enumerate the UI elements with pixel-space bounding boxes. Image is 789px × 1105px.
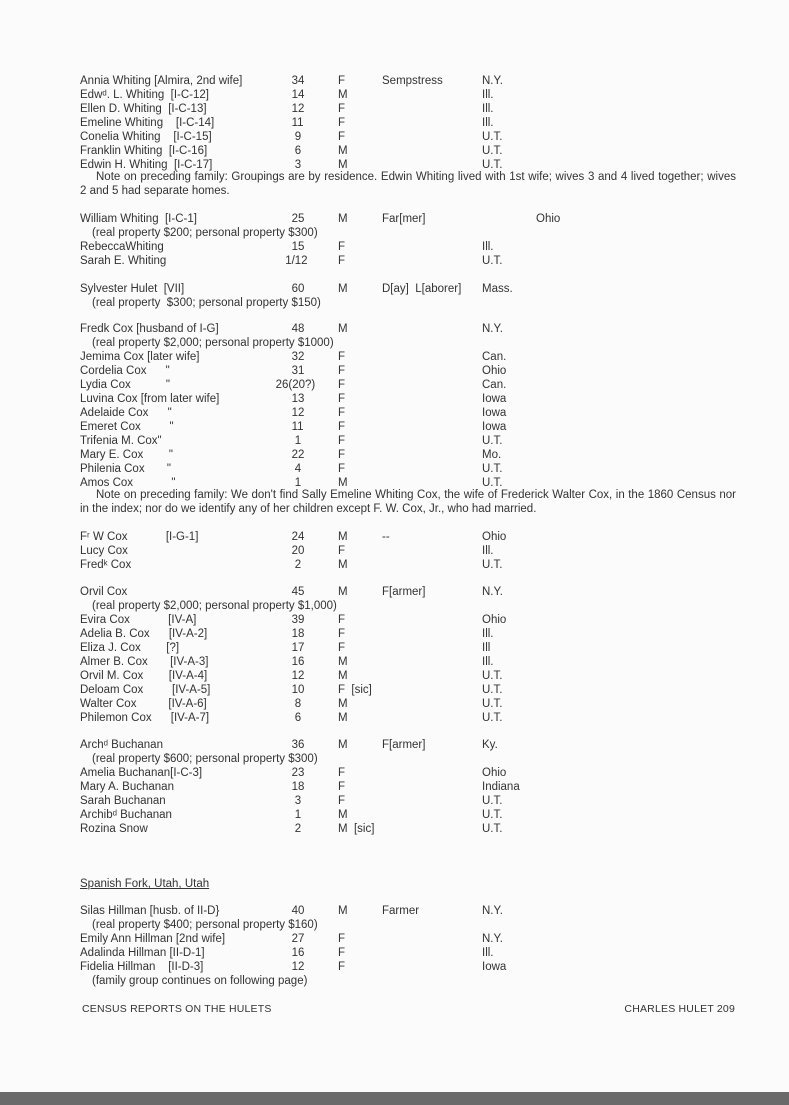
- col-name: Walter Cox [IV-A-6]: [80, 698, 207, 710]
- col-sex: M: [338, 531, 348, 543]
- col-sex: M: [338, 656, 348, 668]
- col-sex: M: [338, 323, 348, 335]
- col-birthplace: Iowa: [482, 961, 507, 973]
- col-name: Luvina Cox [from later wife]: [80, 393, 220, 405]
- col-name: Fidelia Hillman [II-D-3]: [80, 961, 204, 973]
- col-birthplace: N.Y.: [482, 586, 503, 598]
- col-age: 12: [291, 103, 305, 115]
- footer-left: CENSUS REPORTS ON THE HULETS: [82, 1003, 272, 1015]
- col-sex: M: [338, 559, 348, 571]
- col-occupation: F[armer]: [382, 586, 426, 598]
- col-birthplace: Ill.: [482, 628, 494, 640]
- col-sex: M: [338, 586, 348, 598]
- col-age: 2: [294, 823, 302, 835]
- col-age: 6: [294, 145, 302, 157]
- col-sex: F: [338, 961, 346, 973]
- col-name: Mary E. Cox ": [80, 449, 173, 461]
- col-occupation: Sempstress: [382, 75, 443, 87]
- col-birthplace: Ky.: [482, 739, 498, 751]
- col-age: 36: [291, 739, 305, 751]
- col-sex: F: [338, 365, 346, 377]
- col-name: Emeret Cox ": [80, 421, 174, 433]
- property-note: (real property $200; personal property $300): [92, 227, 318, 239]
- col-name: RebeccaWhiting: [80, 241, 164, 253]
- col-birthplace: Can.: [482, 379, 507, 391]
- col-birthplace: Iowa: [482, 393, 507, 405]
- col-birthplace: U.T.: [482, 463, 503, 475]
- col-name: Sarah Buchanan: [80, 795, 166, 807]
- col-name: Cordelia Cox ": [80, 365, 170, 377]
- place-heading: Spanish Fork, Utah, Utah: [80, 878, 210, 890]
- col-age: 12: [291, 407, 305, 419]
- col-birthplace: U.T.: [482, 255, 503, 267]
- col-age: 2: [294, 559, 302, 571]
- col-birthplace: N.Y.: [482, 323, 503, 335]
- col-age: 6: [294, 712, 302, 724]
- col-name: Emeline Whiting [I-C-14]: [80, 117, 215, 129]
- col-age: 24: [291, 531, 305, 543]
- col-age: 32: [291, 351, 305, 363]
- col-birthplace: U.T.: [482, 670, 503, 682]
- col-birthplace-extra: Ohio: [536, 213, 561, 225]
- note-whiting-family: Note on preceding family: Groupings are by residence. Edwin Whiting lived with 1st wife; wives 3 and 4 lived together; wives 2 and 5 had separate homes.: [80, 171, 736, 197]
- col-birthplace: Ohio: [482, 614, 507, 626]
- col-birthplace: Iowa: [482, 421, 507, 433]
- col-age: 12: [291, 670, 305, 682]
- col-age: 34: [291, 75, 305, 87]
- col-age: 45: [291, 586, 305, 598]
- col-age: 25: [291, 213, 305, 225]
- col-age: 14: [291, 89, 305, 101]
- scan-edge: [0, 1092, 789, 1105]
- col-occupation: Far[mer]: [382, 213, 426, 225]
- col-age: 16: [291, 656, 305, 668]
- col-name: Amelia Buchanan[I-C-3]: [80, 767, 203, 779]
- col-birthplace: Ill.: [482, 947, 494, 959]
- col-name: Amos Cox ": [80, 477, 176, 489]
- property-note: (real property $2,000; personal property $1,000): [92, 600, 337, 612]
- col-name: Fʳ W Cox [I-G-1]: [80, 531, 199, 543]
- col-occupation: D[ay] L[aborer]: [382, 283, 462, 295]
- col-name: Evira Cox [IV-A]: [80, 614, 197, 626]
- col-birthplace: N.Y.: [482, 75, 503, 87]
- col-name: Philemon Cox [IV-A-7]: [80, 712, 210, 724]
- col-name: Silas Hillman [husb. of II-D}: [80, 905, 220, 917]
- note-cox-family: Note on preceding family: We don't find Sally Emeline Whiting Cox, the wife of Frederick Walter Cox, in the 1860 Census nor in the index; nor do we identify any of her children except F. W. Cox, Jr., who had married.: [80, 489, 736, 515]
- col-sex: F: [338, 628, 346, 640]
- col-birthplace: Ill.: [482, 545, 494, 557]
- col-name: Lucy Cox: [80, 545, 128, 557]
- col-sex: F: [338, 449, 346, 461]
- col-name: Archᵈ Buchanan: [80, 739, 163, 751]
- col-birthplace: Ill.: [482, 89, 494, 101]
- col-age: 60: [291, 283, 305, 295]
- property-note: (real property $400; personal property $160): [92, 919, 318, 931]
- col-occupation: --: [382, 531, 390, 543]
- col-age: 10: [291, 684, 305, 696]
- col-sex: M: [338, 809, 348, 821]
- col-sex: M [sic]: [338, 823, 375, 835]
- col-name: Conelia Whiting [I-C-15]: [80, 131, 212, 143]
- col-age: 1: [294, 809, 302, 821]
- col-birthplace: U.T.: [482, 698, 503, 710]
- col-age: 1/12: [285, 255, 308, 267]
- col-birthplace: Ill.: [482, 117, 494, 129]
- col-sex: M: [338, 283, 348, 295]
- col-sex: M: [338, 145, 348, 157]
- col-sex: M: [338, 159, 348, 171]
- col-birthplace: U.T.: [482, 435, 503, 447]
- col-sex: M: [338, 89, 348, 101]
- col-birthplace: Iowa: [482, 407, 507, 419]
- col-birthplace: U.T.: [482, 712, 503, 724]
- col-birthplace: U.T.: [482, 159, 503, 171]
- col-occupation: F[armer]: [382, 739, 426, 751]
- col-name: Orvil Cox: [80, 586, 128, 598]
- col-birthplace: Ill.: [482, 656, 494, 668]
- col-birthplace: U.T.: [482, 145, 503, 157]
- col-sex: F: [338, 947, 346, 959]
- col-sex: F: [338, 241, 346, 253]
- col-age: 23: [291, 767, 305, 779]
- col-name: Sarah E. Whiting: [80, 255, 167, 267]
- col-birthplace: Ill.: [482, 241, 494, 253]
- col-sex: F: [338, 767, 346, 779]
- col-age: 40: [291, 905, 305, 917]
- col-age: 1: [294, 435, 302, 447]
- col-occupation: Farmer: [382, 905, 420, 917]
- col-age: 11: [291, 421, 304, 433]
- col-name: Adelaide Cox ": [80, 407, 172, 419]
- col-sex: F [sic]: [338, 684, 372, 696]
- col-sex: F: [338, 379, 346, 391]
- col-name: Annia Whiting [Almira, 2nd wife]: [80, 75, 243, 87]
- col-age: 20: [291, 545, 305, 557]
- col-age: 13: [291, 393, 305, 405]
- col-age: 4: [294, 463, 302, 475]
- col-sex: F: [338, 781, 346, 793]
- col-birthplace: U.T.: [482, 809, 503, 821]
- col-sex: F: [338, 351, 346, 363]
- col-age: 17: [291, 642, 305, 654]
- col-age: 18: [291, 781, 305, 793]
- property-note: (family group continues on following page): [92, 975, 308, 987]
- col-name: Deloam Cox [IV-A-5]: [80, 684, 211, 696]
- col-birthplace: Ohio: [482, 767, 507, 779]
- col-age: 31: [291, 365, 305, 377]
- col-age: 11: [291, 117, 304, 129]
- col-sex: F: [338, 614, 346, 626]
- col-name: Franklin Whiting [I-C-16]: [80, 145, 208, 157]
- col-name: Adalinda Hillman [II-D-1]: [80, 947, 205, 959]
- col-birthplace: U.T.: [482, 131, 503, 143]
- col-age: 9: [294, 131, 302, 143]
- col-sex: M: [338, 905, 348, 917]
- col-name: Jemima Cox [later wife]: [80, 351, 200, 363]
- col-birthplace: Indiana: [482, 781, 520, 793]
- col-name: Orvil M. Cox [IV-A-4]: [80, 670, 208, 682]
- col-birthplace: Mass.: [482, 283, 513, 295]
- col-birthplace: N.Y.: [482, 905, 503, 917]
- col-name: Sylvester Hulet [VII]: [80, 283, 185, 295]
- property-note: (real property $600; personal property $300): [92, 753, 318, 765]
- col-birthplace: Ill: [482, 642, 491, 654]
- col-age: 12: [291, 961, 305, 973]
- col-name: Adelia B. Cox [IV-A-2]: [80, 628, 208, 640]
- col-sex: M: [338, 213, 348, 225]
- col-age: 26(20?): [275, 379, 316, 391]
- col-sex: F: [338, 463, 346, 475]
- col-birthplace: U.T.: [482, 795, 503, 807]
- col-name: Trifenia M. Cox": [80, 435, 162, 447]
- col-sex: F: [338, 131, 346, 143]
- col-age: 27: [291, 933, 305, 945]
- col-sex: F: [338, 117, 346, 129]
- col-sex: F: [338, 933, 346, 945]
- col-name: Ellen D. Whiting [I-C-13]: [80, 103, 207, 115]
- col-age: 3: [294, 159, 302, 171]
- col-sex: F: [338, 75, 346, 87]
- col-birthplace: Mo.: [482, 449, 502, 461]
- col-birthplace: Ohio: [482, 531, 507, 543]
- col-name: Philenia Cox ": [80, 463, 172, 475]
- col-name: Archibᵈ Buchanan: [80, 809, 172, 821]
- col-age: 1: [294, 477, 302, 489]
- col-birthplace: U.T.: [482, 559, 503, 571]
- col-age: 15: [291, 241, 305, 253]
- footer-right: CHARLES HULET 209: [624, 1003, 735, 1015]
- property-note: (real property $300; personal property $150): [92, 297, 321, 309]
- col-birthplace: U.T.: [482, 684, 503, 696]
- col-sex: F: [338, 421, 346, 433]
- col-birthplace: Ohio: [482, 365, 507, 377]
- property-note: (real property $2,000; personal property $1000): [92, 337, 334, 349]
- col-age: 22: [291, 449, 305, 461]
- col-birthplace: Ill.: [482, 103, 494, 115]
- col-name: Rozina Snow: [80, 823, 148, 835]
- col-age: 8: [294, 698, 302, 710]
- col-sex: M: [338, 670, 348, 682]
- col-name: Edwin H. Whiting [I-C-17]: [80, 159, 213, 171]
- col-name: Lydia Cox ": [80, 379, 170, 391]
- col-name: Fredk Cox [husband of I-G]: [80, 323, 219, 335]
- col-age: 18: [291, 628, 305, 640]
- col-age: 16: [291, 947, 305, 959]
- col-name: Fredᵏ Cox: [80, 559, 132, 571]
- col-sex: F: [338, 103, 346, 115]
- col-sex: F: [338, 393, 346, 405]
- col-sex: M: [338, 698, 348, 710]
- col-age: 3: [294, 795, 302, 807]
- col-birthplace: U.T.: [482, 823, 503, 835]
- col-age: 39: [291, 614, 305, 626]
- col-sex: F: [338, 435, 346, 447]
- col-name: Edwᵈ. L. Whiting [I-C-12]: [80, 89, 209, 101]
- col-birthplace: N.Y.: [482, 933, 503, 945]
- col-name: Eliza J. Cox [?]: [80, 642, 180, 654]
- col-sex: F: [338, 642, 346, 654]
- col-birthplace: U.T.: [482, 477, 503, 489]
- col-name: William Whiting [I-C-1]: [80, 213, 197, 225]
- col-name: Almer B. Cox [IV-A-3]: [80, 656, 209, 668]
- col-name: Mary A. Buchanan: [80, 781, 174, 793]
- col-sex: F: [338, 407, 346, 419]
- col-sex: F: [338, 795, 346, 807]
- col-age: 48: [291, 323, 305, 335]
- col-name: Emily Ann Hillman [2nd wife]: [80, 933, 226, 945]
- col-birthplace: Can.: [482, 351, 507, 363]
- col-sex: F: [338, 545, 346, 557]
- col-sex: F: [338, 255, 346, 267]
- col-sex: M: [338, 477, 348, 489]
- col-sex: M: [338, 712, 348, 724]
- col-sex: M: [338, 739, 348, 751]
